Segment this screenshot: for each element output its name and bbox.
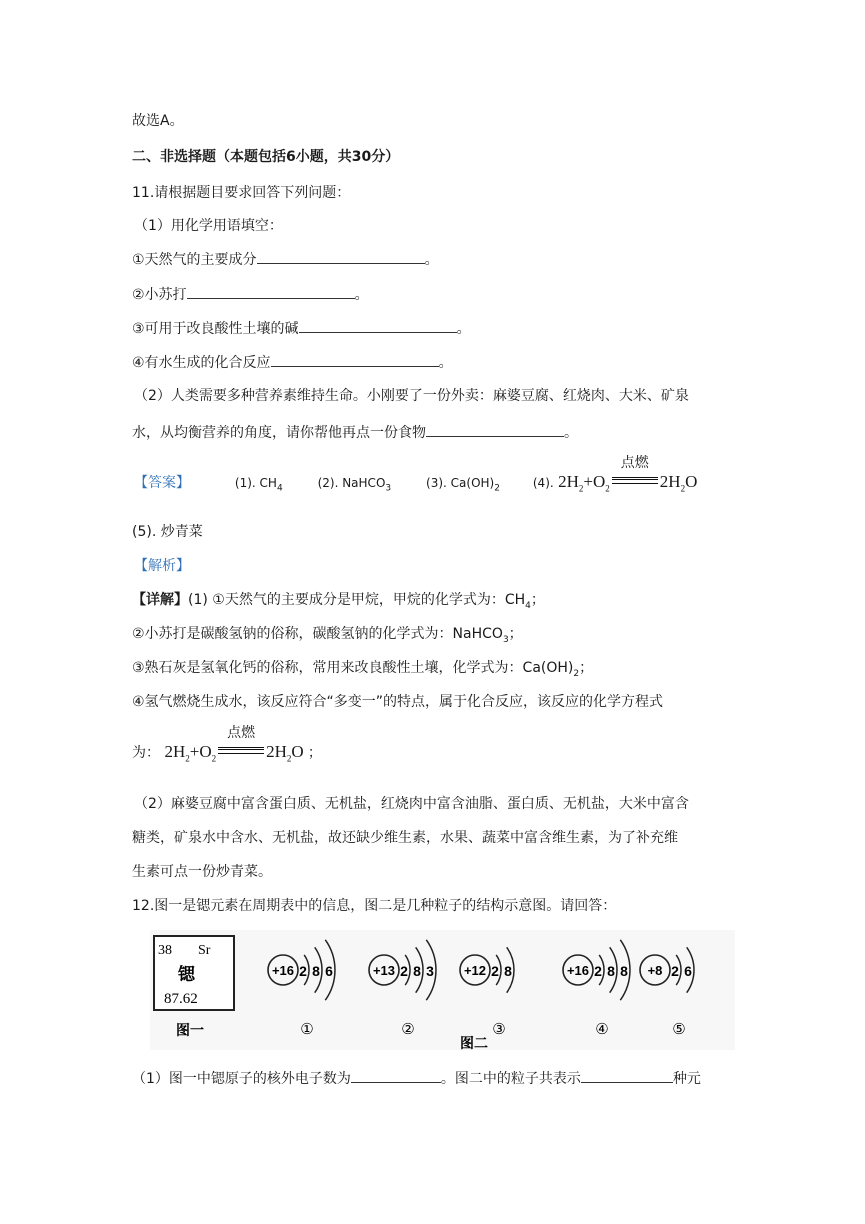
item-end: 。 bbox=[456, 321, 471, 337]
reaction-condition bbox=[612, 455, 658, 492]
shell-electron-count: 8 bbox=[413, 963, 421, 979]
detail-5 bbox=[132, 725, 322, 768]
nucleus-charge: +16 bbox=[271, 963, 295, 978]
item-text: 水，从均衡营养的角度，请你帮他再点一份食物 bbox=[132, 425, 426, 441]
answer-3-sub: 2 bbox=[494, 483, 500, 494]
explain-p1: （2）麻婆豆腐中富含蛋白质、无机盐，红烧肉中富含油脂、蛋白质、无机盐，大米中富含 bbox=[134, 796, 689, 812]
q11-part2-cont bbox=[132, 422, 578, 443]
nucleus-charge: +8 bbox=[647, 963, 663, 978]
figure-background bbox=[150, 930, 735, 1050]
detail-end: ； bbox=[579, 660, 594, 676]
detail-sub: 3 bbox=[502, 634, 509, 645]
shell-electron-count: 8 bbox=[607, 963, 615, 979]
element-number: 38 bbox=[158, 943, 172, 958]
eq-sub: 2 bbox=[286, 753, 292, 764]
answer-line bbox=[134, 455, 698, 498]
equals-sign bbox=[612, 477, 658, 484]
shell-electron-count: 2 bbox=[299, 963, 307, 979]
item-text: ②小苏打 bbox=[132, 287, 187, 303]
q11-item4 bbox=[132, 352, 453, 373]
eq-sub: 2 bbox=[211, 753, 217, 764]
answer-5: (5). 炒青菜 bbox=[132, 524, 203, 540]
shell-electron-count: 2 bbox=[400, 963, 408, 979]
detail-tag: 【详解】 bbox=[132, 592, 188, 608]
detail-4: ④氢气燃烧生成水，该反应符合“多变一”的特点，属于化合反应，该反应的化学方程式 bbox=[132, 694, 664, 710]
answer-3 bbox=[426, 476, 500, 494]
eq-sub: 2 bbox=[680, 483, 686, 494]
particle-label: ⑤ bbox=[672, 1020, 686, 1038]
answer-1-text: (1). CH bbox=[234, 476, 277, 490]
eq-h: 2H bbox=[164, 742, 186, 761]
answer-equation bbox=[558, 455, 698, 494]
detail-text: ②小苏打是碳酸氢钠的俗称，碳酸氢钠的化学式为：NaHCO bbox=[132, 626, 503, 642]
q11-part2: （2）人类需要多种营养素维持生命。小刚要了一份外卖：麻婆豆腐、红烧肉、大米、矿泉 bbox=[134, 388, 689, 404]
explain-p3: 生素可点一份炒青菜。 bbox=[132, 864, 272, 880]
eq-sub: 2 bbox=[185, 753, 190, 764]
q12-text: 种元 bbox=[672, 1071, 701, 1087]
answer-blank bbox=[187, 284, 355, 299]
item-text: ③可用于改良酸性土壤的碱 bbox=[132, 321, 299, 337]
answer-blank bbox=[426, 422, 564, 437]
eq-sub: 2 bbox=[605, 483, 610, 494]
eq-o: +O bbox=[189, 742, 212, 761]
analysis-tag: 【解析】 bbox=[134, 558, 190, 574]
q11-item3 bbox=[132, 318, 471, 339]
figure-2-label: 图二 bbox=[460, 1036, 488, 1050]
q12-text: （1）图一中锶原子的核外电子数为 bbox=[132, 1071, 351, 1087]
item-end: 。 bbox=[424, 252, 439, 268]
q12-text: 。图二中的粒子共表示 bbox=[440, 1071, 581, 1087]
detail-end: ； bbox=[530, 592, 545, 608]
eq-product: 2H bbox=[659, 472, 681, 491]
question-12-figure bbox=[150, 930, 735, 1050]
nucleus-charge: +13 bbox=[372, 963, 396, 978]
equals-sign bbox=[218, 747, 264, 754]
detail-text: 为： bbox=[132, 745, 160, 761]
detail-text: (1) ①天然气的主要成分是甲烷，甲烷的化学式为：CH bbox=[188, 592, 526, 608]
shell-electron-count: 6 bbox=[325, 963, 333, 979]
figure-1-label: 图一 bbox=[176, 1023, 204, 1039]
detail-sub: 4 bbox=[525, 600, 531, 611]
detail-text: ③熟石灰是氢氧化钙的俗称，常用来改良酸性土壤，化学式为：Ca(OH) bbox=[132, 660, 574, 676]
answer-4: (4). bbox=[532, 476, 554, 490]
answer-1-sub: 4 bbox=[276, 483, 283, 494]
detail-3 bbox=[132, 658, 593, 684]
shell-electron-count: 2 bbox=[594, 963, 602, 979]
question-11: 11.请根据题目要求回答下列问题： bbox=[132, 185, 351, 201]
detail-sub: 2 bbox=[573, 668, 580, 679]
nucleus-charge: +12 bbox=[463, 963, 487, 978]
element-mass: 87.62 bbox=[164, 991, 198, 1007]
detail-end: ； bbox=[508, 626, 523, 642]
section-heading: 二、非选择题（本题包括6小题，共30分） bbox=[132, 149, 400, 165]
question-12-part1 bbox=[132, 1068, 701, 1089]
eq-o: +O bbox=[583, 472, 606, 491]
item-text: ④有水生成的化合反应 bbox=[132, 355, 271, 371]
detail-2 bbox=[132, 624, 523, 650]
item-text: ①天然气的主要成分 bbox=[132, 252, 257, 268]
answer-blank bbox=[299, 318, 457, 333]
particle-label: ③ bbox=[492, 1020, 506, 1038]
element-name: 锶 bbox=[178, 965, 195, 985]
condition-text: 点燃 bbox=[620, 455, 649, 471]
q11-item1 bbox=[132, 249, 439, 270]
item-end: 。 bbox=[354, 287, 369, 303]
line-conclusion: 故选A。 bbox=[132, 113, 184, 129]
answer-blank bbox=[351, 1068, 441, 1083]
shell-electron-count: 8 bbox=[620, 963, 628, 979]
shell-electron-count: 6 bbox=[684, 963, 692, 979]
detail-equation bbox=[164, 725, 307, 764]
answer-blank bbox=[271, 352, 439, 367]
eq-product: 2H bbox=[266, 742, 287, 761]
eq-sub: 2 bbox=[578, 483, 584, 494]
question-12: 12.图一是锶元素在周期表中的信息，图二是几种粒子的结构示意图。请回答： bbox=[132, 898, 617, 914]
shell-electron-count: 3 bbox=[426, 963, 434, 979]
q11-part1: （1）用化学用语填空： bbox=[134, 218, 283, 234]
reaction-condition bbox=[218, 725, 264, 762]
shell-electron-count: 2 bbox=[491, 963, 499, 979]
detail-end: ； bbox=[307, 745, 322, 761]
item-end: 。 bbox=[564, 425, 578, 441]
answer-2 bbox=[317, 476, 392, 494]
item-end: 。 bbox=[438, 355, 453, 371]
answer-2-sub: 3 bbox=[385, 483, 392, 494]
eq-h: 2H bbox=[558, 472, 579, 491]
particle-label: ④ bbox=[595, 1020, 609, 1038]
answer-blank bbox=[581, 1068, 673, 1083]
shell-electron-count: 8 bbox=[312, 963, 320, 979]
answer-3-text: (3). Ca(OH) bbox=[426, 476, 495, 490]
eq-product-end: O bbox=[291, 742, 304, 761]
q11-item2 bbox=[132, 284, 369, 305]
explain-p2: 糖类，矿泉水中含水、无机盐，故还缺少维生素，水果、蔬菜中富含维生素，为了补充维 bbox=[132, 830, 678, 846]
eq-product-end: O bbox=[685, 472, 698, 491]
element-symbol: Sr bbox=[198, 943, 211, 958]
nucleus-charge: +16 bbox=[566, 963, 590, 978]
shell-electron-count: 2 bbox=[671, 963, 679, 979]
condition-text: 点燃 bbox=[227, 725, 256, 741]
particle-label: ② bbox=[401, 1020, 415, 1038]
answer-2-text: (2). NaHCO bbox=[317, 476, 386, 490]
shell-electron-count: 8 bbox=[504, 963, 512, 979]
answer-blank bbox=[257, 249, 425, 264]
answer-tag: 【答案】 bbox=[134, 475, 190, 491]
particle-label: ① bbox=[300, 1020, 314, 1038]
answer-1 bbox=[234, 476, 283, 494]
detail-1 bbox=[132, 590, 545, 616]
